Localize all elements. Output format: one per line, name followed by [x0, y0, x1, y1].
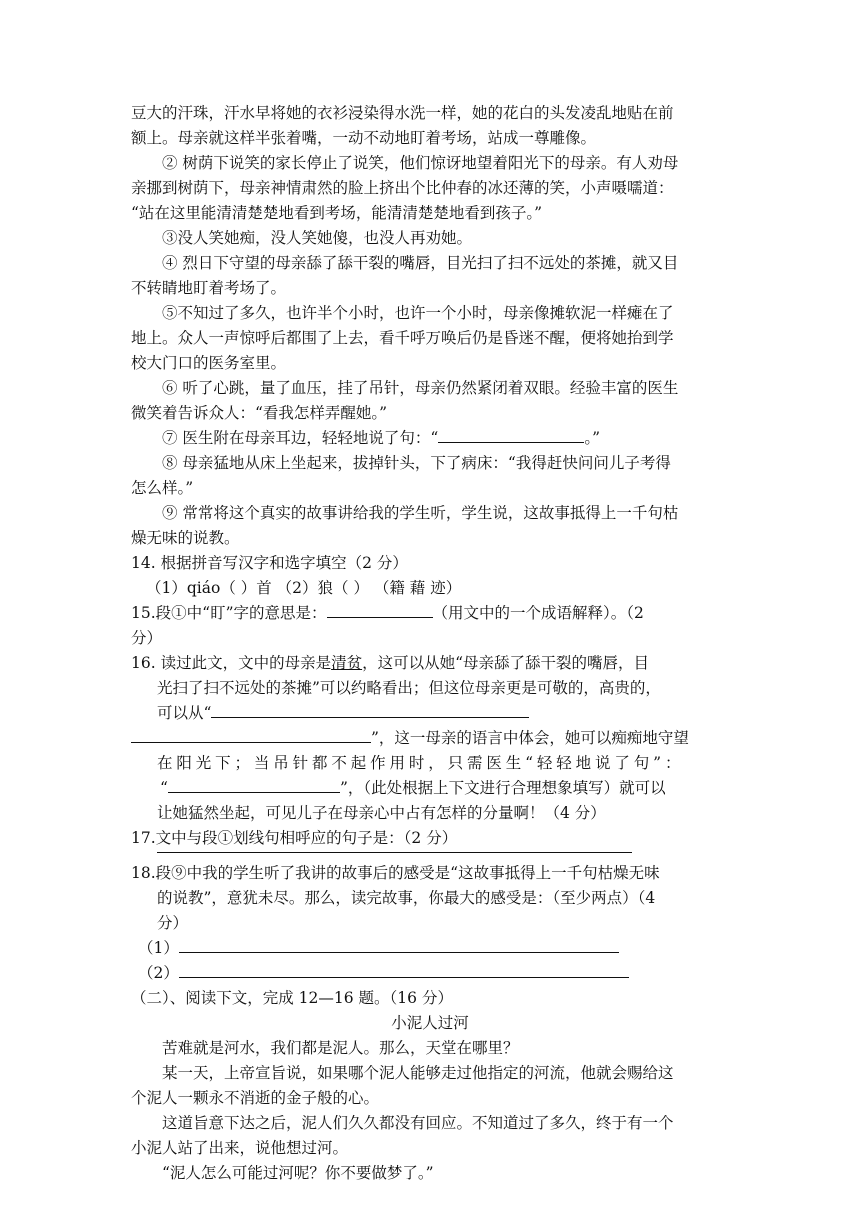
paragraph-2-line-2: 亲挪到树荫下，母亲神情肃然的脸上挤出个比仲春的冰还薄的笑，小声嗫嚅道： [131, 179, 674, 197]
paragraph-4-line-2: 不转睛地盯着考场了。 [131, 279, 287, 297]
question-16-line-4-text: ”，这一母亲的语言中体会，她可以痴痴地守望 [371, 729, 689, 747]
question-15-line-2: 分） [131, 629, 163, 647]
question-16-line-4 [131, 727, 689, 749]
paragraph-6-line-1: ⑥ 听了心跳，量了血压，挂了吊针，母亲仍然紧闭着双眼。经验丰富的医生 [162, 379, 679, 397]
paragraph-5-line-2: 地上。众人一声惊呼后都围了上去，看千呼万唤后仍是昏迷不醒，便将她抬到学 [131, 329, 674, 347]
question-18-answer-1 [138, 937, 619, 959]
question-16-line-1 [131, 652, 649, 674]
question-16-blank-2[interactable] [168, 777, 340, 793]
paragraph-3-line-1: ③没人笑她痴，没人笑她傻，也没人再劝她。 [162, 229, 473, 247]
question-16-line-3 [157, 702, 529, 724]
question-18-answer-2 [138, 962, 629, 984]
question-14-body: （1）qiáo（ ）首 （2）狼（ ） （籍 藉 迹） [146, 579, 462, 597]
question-16-prefix: 16. 读过此文，文中的母亲是 [131, 654, 332, 672]
question-16-line-1-suffix: ，这可以从她“母亲舔了舔干裂的嘴唇，目 [362, 654, 650, 672]
question-16-blank-1b[interactable] [131, 727, 371, 743]
question-18-line-3: 分） [157, 914, 189, 932]
story-title: 小泥人过河 [391, 1014, 469, 1032]
question-15-prefix: 15.段①中“盯”字的意思是： [131, 604, 327, 622]
paragraph-2-line-1: ② 树荫下说笑的家长停止了说笑，他们惊讶地望着阳光下的母亲。有人劝母 [162, 154, 679, 172]
section-two-heading: （二）、阅读下文，完成 12—16 题。（16 分） [131, 989, 453, 1007]
paragraph-8-line-2: 怎么样。” [131, 479, 194, 497]
paragraph-4-line-1: ④ 烈日下守望的母亲舔了舔干裂的嘴唇，目光扫了扫不远处的茶摊，就又目 [162, 254, 679, 272]
paragraph-7-blank[interactable] [438, 427, 584, 443]
question-16-line-2: 光扫了扫不远处的茶摊”可以约略看出；但这位母亲更是可敬的，高贵的， [157, 679, 661, 697]
question-16-blank-1a[interactable] [211, 702, 529, 718]
paragraph-8-line-1: ⑧ 母亲猛地从床上坐起来，拔掉针头，下了病床：“我得赶快问问儿子考得 [162, 454, 671, 472]
question-15-suffix: （用文中的一个成语解释）。（2 [432, 604, 644, 622]
story-paragraph-3-line-1: 这道旨意下达之后，泥人们久久都没有回应。不知道过了多久，终于有一个 [162, 1114, 674, 1132]
question-16-line-5: 在阳光下；当吊针都不起作用时，只需医生“轻轻地说了句”： [157, 754, 685, 772]
question-16-line-3-text: 可以从“ [157, 704, 212, 722]
paragraph-7-suffix: 。” [584, 429, 601, 447]
question-18-answer-1-line[interactable] [179, 937, 619, 953]
question-16-line-7: 让她猛然坐起，可见儿子在母亲心中占有怎样的分量啊！（4 分） [157, 804, 606, 822]
paragraph-9-line-2: 燥无味的说教。 [131, 529, 240, 547]
paragraph-5-line-3: 校大门口的医务室里。 [131, 354, 287, 372]
question-18-line-1: 18.段⑨中我的学生听了我讲的故事后的感受是“这故事抵得上一千句枯燥无味 [131, 864, 660, 882]
question-17: 17.文中与段①划线句相呼应的句子是：（2 分） [131, 829, 458, 847]
story-paragraph-2-line-2: 个泥人一颗永不消逝的金子般的心。 [131, 1089, 380, 1107]
question-15-blank[interactable] [327, 602, 433, 618]
question-18-answer-1-label: （1） [138, 939, 179, 957]
paragraph-6-line-2: 微笑着告诉众人：“看我怎样弄醒她。” [131, 404, 388, 422]
story-paragraph-3-line-2: 小泥人站了出来，说他想过河。 [131, 1139, 349, 1157]
story-paragraph-4: “泥人怎么可能过河呢？你不要做梦了。” [162, 1164, 434, 1182]
question-16-line-6-open-quote: “ [160, 779, 168, 797]
question-14-title: 14. 根据拼音写汉字和选字填空（2 分） [131, 554, 408, 572]
paragraph-5-line-1: ⑤不知过了多久，也许半个小时，也许一个小时，母亲像摊软泥一样瘫在了 [162, 304, 674, 322]
question-18-answer-2-label: （2） [138, 964, 179, 982]
paragraph-1-line-1: 豆大的汗珠，汗水早将她的衣衫浸染得水洗一样，她的花白的头发凌乱地贴在前 [131, 104, 674, 122]
question-16-line-6-text: ”，（此处根据上下文进行合理想象填写）就可以 [339, 779, 666, 797]
paragraph-2-line-3: “站在这里能清清楚楚地看到考场，能清清楚楚地看到孩子。” [131, 204, 543, 222]
question-15-line-1 [131, 602, 644, 624]
story-paragraph-2-line-1: 某一天，上帝宣旨说，如果哪个泥人能够走过他指定的河流，他就会赐给这 [162, 1064, 674, 1082]
paragraph-9-line-1: ⑨ 常常将这个真实的故事讲给我的学生听，学生说，这故事抵得上一千句枯 [162, 504, 679, 522]
question-18-line-2: 的说教”，意犹未尽。那么，读完故事，你最大的感受是：（至少两点）（4 [157, 889, 656, 907]
question-17-answer-line[interactable] [157, 852, 632, 853]
question-16-underlined-word: 清贫 [331, 654, 363, 672]
paragraph-7-line-1 [162, 427, 600, 449]
paragraph-7-prefix: ⑦ 医生附在母亲耳边，轻轻地说了句：“ [162, 429, 439, 447]
story-paragraph-1: 苦难就是河水，我们都是泥人。那么，天堂在哪里？ [162, 1039, 519, 1057]
question-18-answer-2-line[interactable] [179, 962, 629, 978]
paragraph-1-line-2: 额上。母亲就这样半张着嘴，一动不动地盯着考场，站成一尊雕像。 [131, 129, 597, 147]
question-16-line-6 [160, 777, 666, 799]
